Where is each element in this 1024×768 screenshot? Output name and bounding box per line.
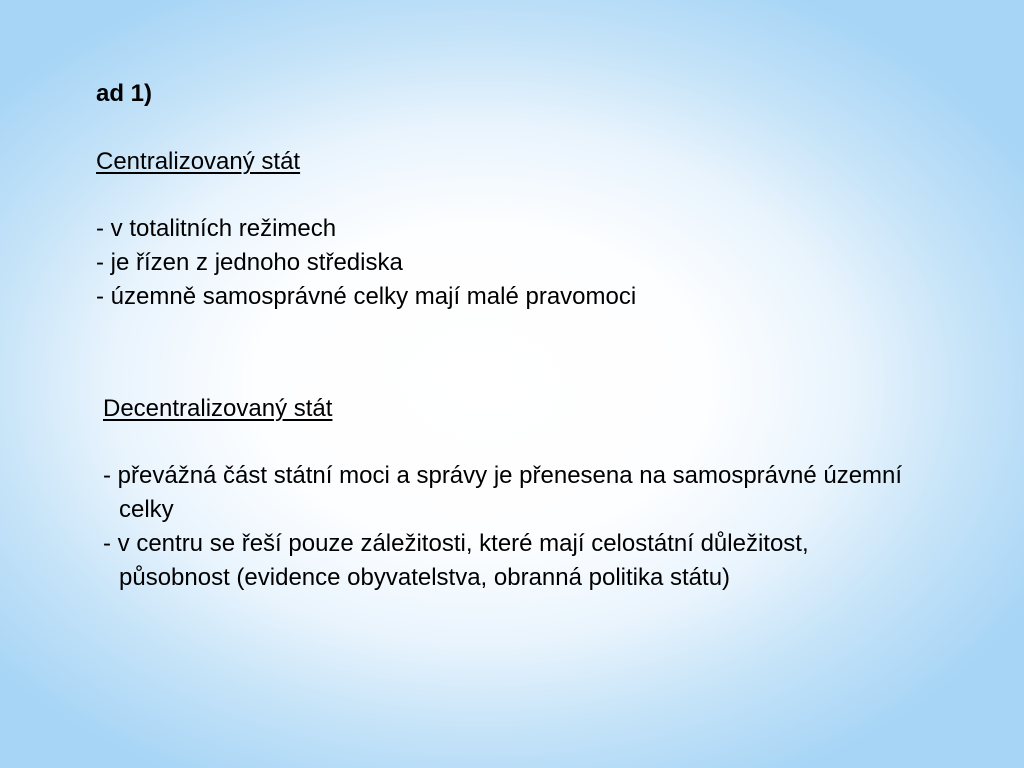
- list-item: - v totalitních režimech: [96, 215, 337, 242]
- list-item: - je řízen z jednoho střediska: [96, 249, 403, 276]
- list-item: - územně samosprávné celky mají malé pravomoci: [96, 283, 637, 310]
- list-item: - v centru se řeší pouze záležitosti, které mají celostátní důležitost, působnost (evidence obyvatelstva, obranná politika státu): [103, 530, 809, 591]
- centralized-state-heading: Centralizovaný stát: [96, 148, 301, 175]
- section-title: ad 1): [96, 80, 153, 107]
- decentralized-state-heading: Decentralizovaný stát: [103, 395, 333, 422]
- list-item: - převážná část státní moci a správy je přenesena na samosprávné územní celky: [103, 462, 903, 523]
- decentralized-state-list: [103, 459, 908, 595]
- centralized-state-list: [96, 212, 916, 314]
